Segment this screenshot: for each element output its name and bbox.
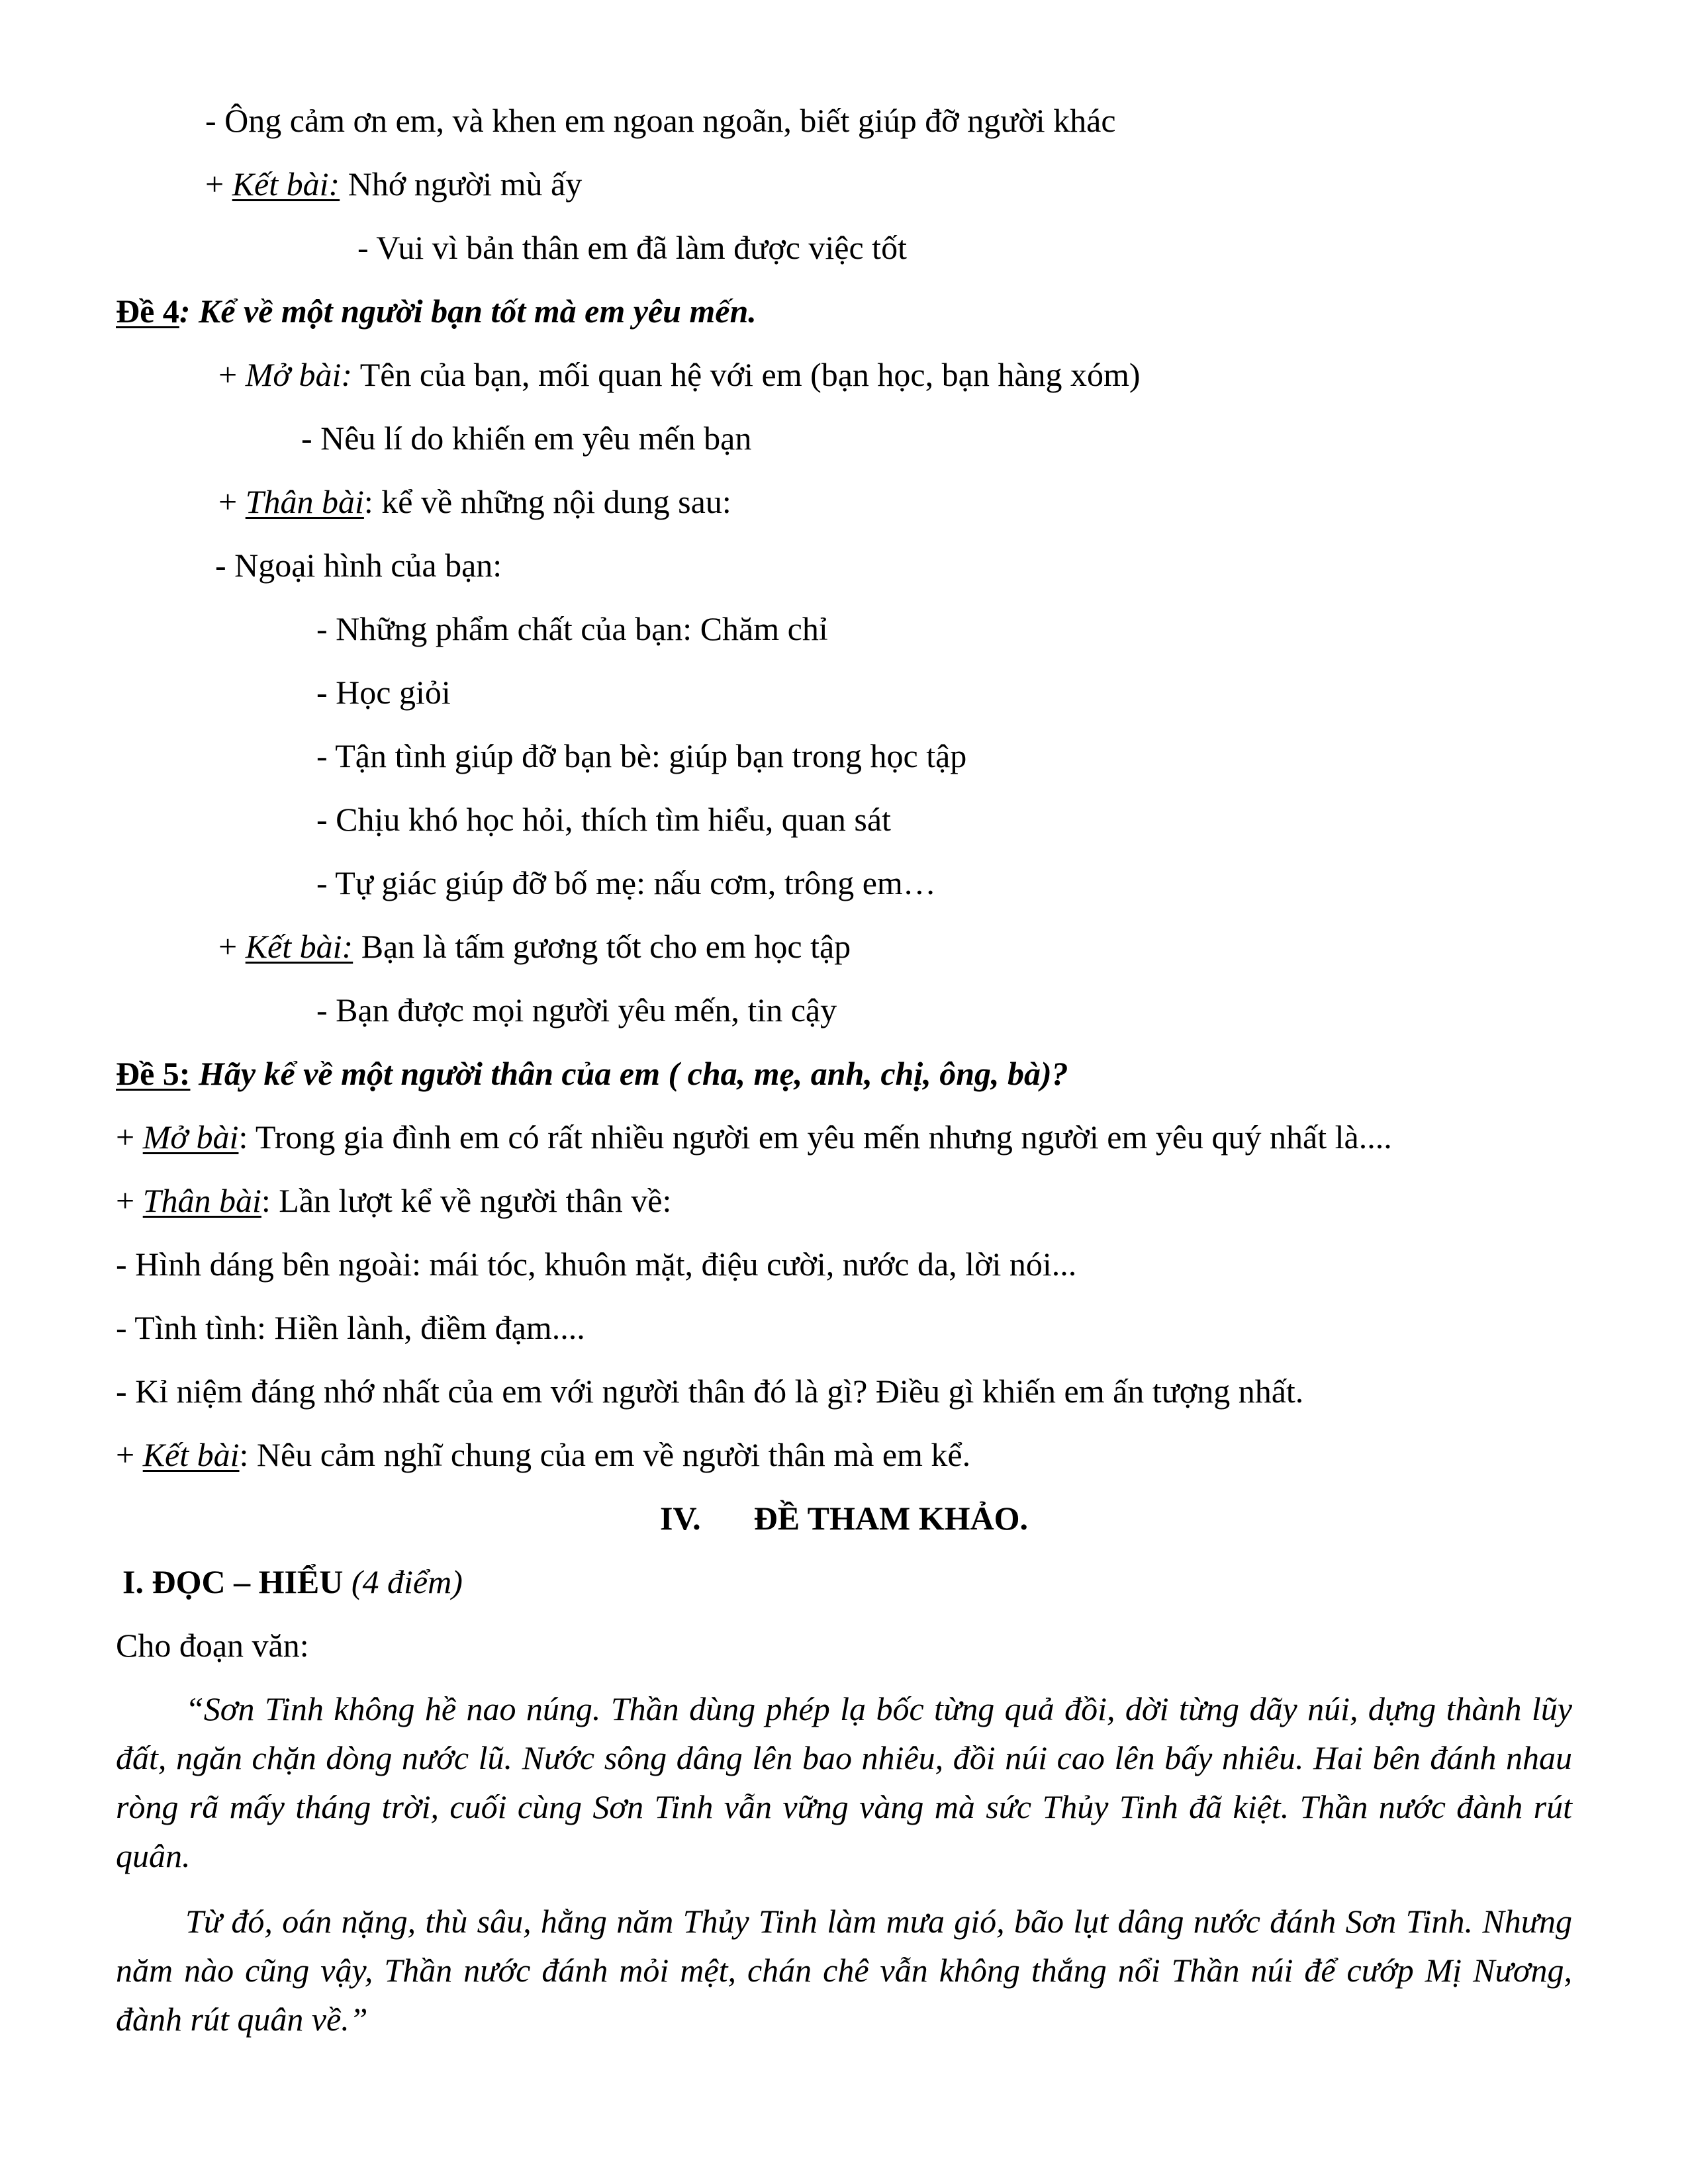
text-line: - Ông cảm ơn em, và khen em ngoan ngoãn, biết giúp đỡ người khác bbox=[205, 102, 1116, 139]
list-item: - Hình dáng bên ngoài: mái tóc, khuôn mặt, điệu cười, nước da, lời nói... bbox=[116, 1246, 1077, 1283]
mo-bai-text: Tên của bạn, mối quan hệ với em (bạn học, bạn hàng xóm) bbox=[352, 356, 1141, 393]
list-item: - Kỉ niệm đáng nhớ nhất của em với người thân đó là gì? Điều gì khiến em ấn tượng nhất. bbox=[116, 1373, 1304, 1410]
section-title: ĐỀ THAM KHẢO. bbox=[753, 1500, 1028, 1537]
ket-bai-line bbox=[205, 164, 582, 204]
list-item: - Tình tình: Hiền lành, điềm đạm.... bbox=[116, 1309, 585, 1346]
de5-heading bbox=[116, 1054, 1068, 1093]
de4-heading bbox=[116, 291, 757, 331]
list-item: - Những phẩm chất của bạn: Chăm chỉ bbox=[316, 610, 828, 647]
de5-title: Hãy kể về một người thân của em ( cha, mẹ, anh, chị, ông, bà)? bbox=[190, 1055, 1068, 1092]
mo-bai-label: Mở bài bbox=[142, 1118, 239, 1156]
section-iv-heading bbox=[0, 1498, 1688, 1538]
section-i-heading bbox=[122, 1562, 463, 1602]
mo-bai-line bbox=[116, 1117, 1392, 1157]
than-bai-text: : Lần lượt kể về người thân về: bbox=[261, 1182, 672, 1219]
ket-bai-label: Kết bài bbox=[142, 1436, 240, 1473]
mo-bai-label: Mở bài: bbox=[245, 356, 353, 393]
prefix: + bbox=[218, 356, 246, 393]
than-bai-label: Thân bài bbox=[142, 1182, 261, 1219]
ket-bai-label: Kết bài: bbox=[232, 165, 340, 203]
text-line: - Vui vì bản thân em đã làm được việc tốt bbox=[357, 229, 907, 266]
than-bai-line bbox=[116, 1181, 671, 1220]
de4-title: : Kể về một người bạn tốt mà em yêu mến. bbox=[179, 293, 757, 330]
prefix: + bbox=[116, 1182, 143, 1219]
text-line: - Ngoại hình của bạn: bbox=[215, 547, 502, 584]
ket-bai-label: Kết bài: bbox=[245, 928, 353, 965]
ket-bai-text: Nhớ người mù ấy bbox=[340, 165, 583, 203]
list-item: - Chịu khó học hỏi, thích tìm hiểu, quan sát bbox=[316, 801, 891, 838]
text-line: - Bạn được mọi người yêu mến, tin cậy bbox=[316, 991, 837, 1028]
mo-bai-text: : Trong gia đình em có rất nhiều người em yêu mến nhưng người em yêu quý nhất là.... bbox=[238, 1118, 1392, 1156]
passage-paragraph: Từ đó, oán nặng, thù sâu, hằng năm Thủy Tinh làm mưa gió, bão lụt dâng nước đánh Sơn Tinh. Nhưng năm nào cũng vậy, Thần nước đánh mỏi mệt, chán chê vẫn không thắng nổi Thần núi để cướp Mị Nương, đành rút quân về.” bbox=[116, 1903, 1572, 2038]
section-number: IV. bbox=[659, 1500, 701, 1537]
prefix: + bbox=[205, 165, 232, 203]
mo-bai-line bbox=[218, 355, 1141, 394]
de4-label: Đề 4 bbox=[116, 293, 179, 330]
text-line: Cho đoạn văn: bbox=[116, 1627, 309, 1664]
than-bai-text: : kể về những nội dung sau: bbox=[363, 483, 731, 520]
than-bai-line bbox=[218, 482, 731, 522]
ket-bai-line bbox=[116, 1435, 970, 1475]
section-i-label: I. ĐỌC – HIỂU bbox=[122, 1563, 344, 1600]
prefix: + bbox=[116, 1436, 143, 1473]
prefix: + bbox=[116, 1118, 143, 1156]
prefix: + bbox=[218, 483, 246, 520]
list-item: - Tận tình giúp đỡ bạn bè: giúp bạn trong học tập bbox=[316, 737, 967, 774]
prefix: + bbox=[218, 928, 246, 965]
de5-label: Đề 5: bbox=[116, 1055, 191, 1092]
passage-paragraph: “Sơn Tinh không hề nao núng. Thần dùng phép lạ bốc từng quả đồi, dời từng dãy núi, dựng thành lũy đất, ngăn chặn dòng nước lũ. Nước sông dâng lên bao nhiêu, đồi núi cao lên bấy nhiêu. Hai bên đánh nhau ròng rã mấy tháng trời, cuối cùng Sơn Tinh vẫn vững vàng mà sức Thủy Tinh đã kiệt. Thần nước đành rút quân. bbox=[116, 1690, 1572, 1874]
ket-bai-text: Bạn là tấm gương tốt cho em học tập bbox=[353, 928, 851, 965]
list-item: - Học giỏi bbox=[316, 674, 451, 711]
than-bai-label: Thân bài bbox=[245, 483, 364, 520]
ket-bai-text: : Nêu cảm nghĩ chung của em về người thân mà em kể. bbox=[239, 1436, 971, 1473]
text-line: - Nêu lí do khiến em yêu mến bạn bbox=[301, 420, 752, 457]
list-item: - Tự giác giúp đỡ bố mẹ: nấu cơm, trông em… bbox=[316, 864, 936, 901]
ket-bai-line bbox=[218, 927, 851, 966]
section-i-score: (4 điểm) bbox=[343, 1563, 463, 1600]
